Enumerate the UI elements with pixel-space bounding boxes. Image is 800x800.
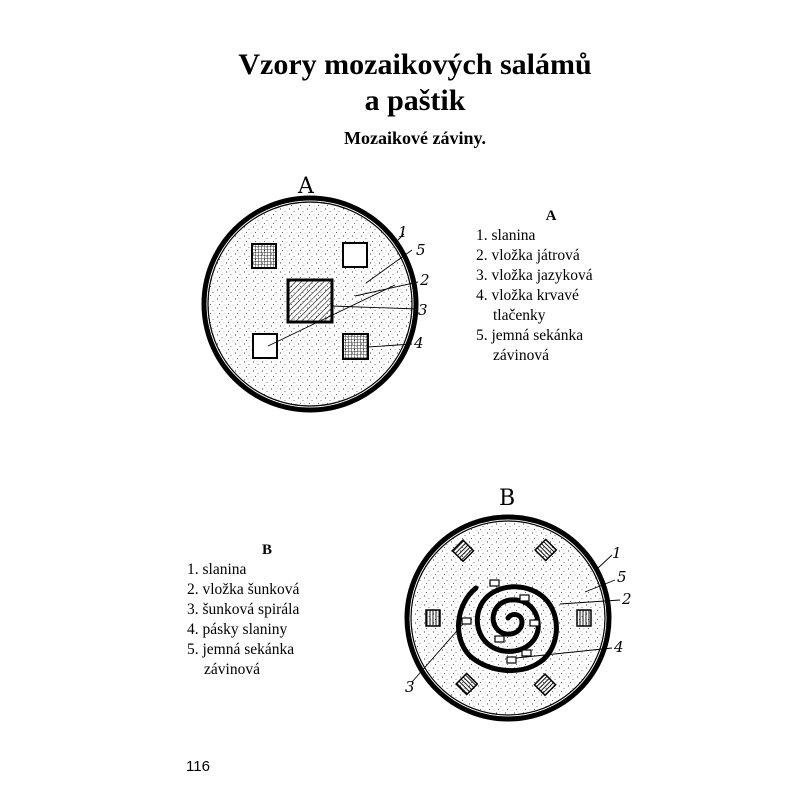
- figure-b: [405, 486, 632, 719]
- figure-a-callout-1: 1: [398, 223, 408, 241]
- figure-b-callout-4: 4: [614, 638, 624, 656]
- figure-b-label: B: [499, 486, 516, 511]
- legend-a-item: tlačenky: [493, 307, 546, 324]
- figure-b-callout-1: 1: [612, 544, 622, 562]
- figure-a-callout-4: 4: [414, 334, 424, 352]
- figure-a-callout-5: 5: [416, 241, 426, 259]
- figure-a-insert-bottom-right: [343, 334, 368, 359]
- page-subtitle: Mozaikové záviny.: [344, 128, 486, 148]
- legend-b-item: 1. slanina: [187, 561, 247, 578]
- page-number: 116: [186, 758, 210, 775]
- figure-b-callout-3: 3: [405, 678, 415, 696]
- figure-a-insert-bottom-left: [253, 334, 277, 358]
- legend-a-item: 2. vložka játrová: [476, 247, 580, 264]
- figure-a-callout-2: 2: [420, 271, 430, 289]
- legend-b-item: 5. jemná sekánka: [187, 641, 295, 658]
- legend-a: [476, 206, 636, 366]
- page-title-line2: a paštik: [364, 84, 466, 117]
- legend-a-item: 5. jemná sekánka: [476, 327, 584, 344]
- legend-a-heading: A: [545, 208, 557, 224]
- legend-b-item: 4. pásky slaniny: [187, 621, 288, 638]
- legend-b-heading: B: [261, 542, 272, 558]
- page-title-line1: Vzory mozaikových salámů: [238, 48, 592, 81]
- figure-b-callout-2: 2: [622, 590, 632, 608]
- figure-a-insert-top-left: [252, 244, 276, 268]
- figure-b-callout-5: 5: [617, 568, 627, 586]
- legend-b-item: 3. šunková spirála: [187, 601, 300, 618]
- figure-a-insert-center: [288, 280, 332, 322]
- legend-b-item: závinová: [204, 661, 260, 678]
- legend-a-item: závinová: [493, 347, 549, 364]
- figure-a: [204, 174, 430, 410]
- figure-a-label: A: [298, 174, 314, 199]
- legend-a-item: 4. vložka krvavé: [476, 287, 579, 304]
- figure-a-callout-3: 3: [418, 301, 428, 319]
- legend-a-item: 3. vložka jazyková: [476, 267, 593, 284]
- legend-b: [187, 540, 357, 680]
- legend-b-item: 2. vložka šunková: [187, 581, 300, 598]
- legend-a-item: 1. slanina: [476, 227, 536, 244]
- figure-a-insert-top-right: [343, 243, 367, 267]
